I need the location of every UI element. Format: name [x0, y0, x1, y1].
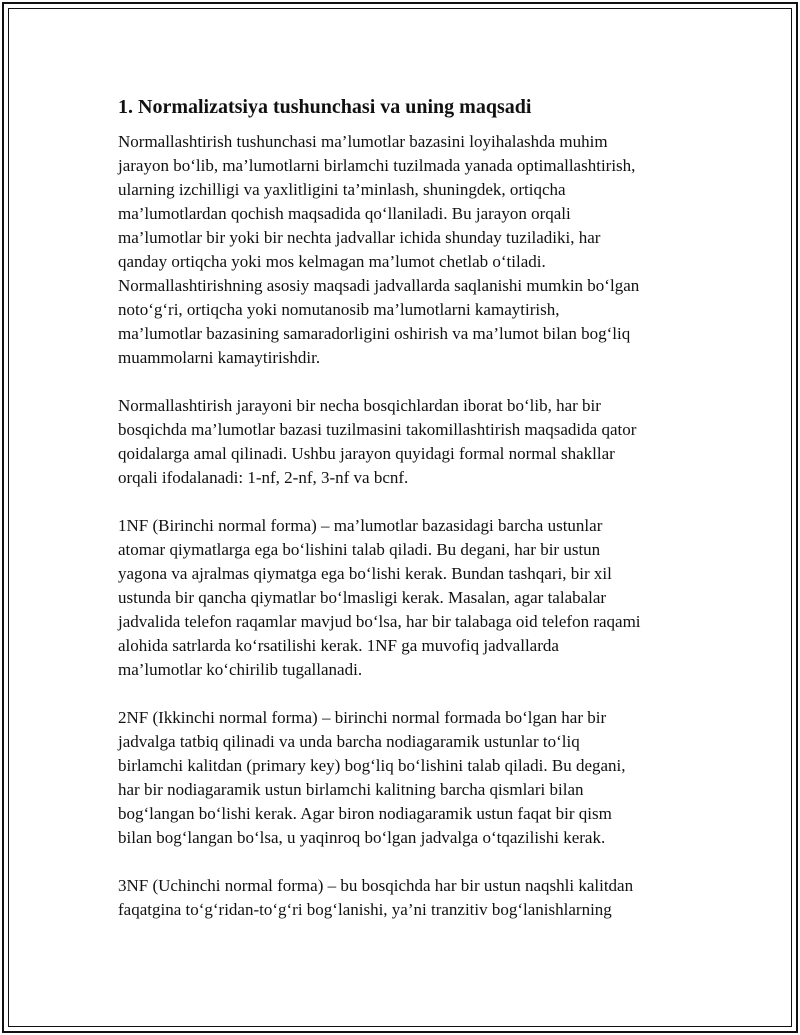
text-line: orqali ifodalanadi: 1-nf, 2-nf, 3-nf va bcnf. — [118, 468, 409, 487]
section-heading: 1. Normalizatsiya tushunchasi va uning maqsadi — [118, 96, 532, 118]
text-line: jadvalida telefon raqamlar mavjud bo‘lsa, har bir talabaga oid telefon raqami — [118, 612, 641, 631]
text-line: ma’lumotlar ko‘chirilib tugallanadi. — [118, 660, 363, 679]
text-line: 1NF (Birinchi normal forma) – ma’lumotlar bazasidagi barcha ustunlar — [118, 516, 603, 535]
document-content — [118, 94, 698, 946]
text-line: muammolarni kamaytirishdir. — [118, 348, 321, 367]
text-line: qanday ortiqcha yoki mos kelmagan ma’lumot chetlab o‘tiladi. — [118, 252, 546, 271]
text-line: Normallashtirish jarayoni bir necha bosqichlardan iborat bo‘lib, har bir — [118, 396, 601, 415]
text-line: har bir nodiagaramik ustun birlamchi kalitning barcha qismlari bilan — [118, 780, 584, 799]
text-line: birlamchi kalitdan (primary key) bog‘liq bo‘lishini talab qiladi. Bu degani, — [118, 756, 626, 775]
text-line: jadvalga tatbiq qilinadi va unda barcha nodiagaramik ustunlar to‘liq — [118, 732, 580, 751]
text-line: bilan bog‘langan bo‘lsa, u yaqinroq bo‘lgan jadvalga o‘tqazilishi kerak. — [118, 828, 606, 847]
text-line: Normallashtirishning asosiy maqsadi jadvallarda saqlanishi mumkin bo‘lgan — [118, 276, 640, 295]
text-line: 3NF (Uchinchi normal forma) – bu bosqichda har bir ustun naqshli kalitdan — [118, 876, 634, 895]
paragraph-2nf — [118, 706, 698, 850]
text-line: ularning izchilligi va yaxlitligini ta’minlash, shuningdek, ortiqcha — [118, 180, 566, 199]
text-line: ustunda bir qancha qiymatlar bo‘lmasligi kerak. Masalan, agar talabalar — [118, 588, 607, 607]
text-line: noto‘g‘ri, ortiqcha yoki nomutanosib ma’lumotlarni kamaytirish, — [118, 300, 560, 319]
text-line: 2NF (Ikkinchi normal forma) – birinchi normal formada bo‘lgan har bir — [118, 708, 607, 727]
text-line: ma’lumotlardan qochish maqsadida qo‘llaniladi. Bu jarayon orqali — [118, 204, 571, 223]
text-line: faqatgina to‘g‘ridan-to‘g‘ri bog‘lanishi, ya’ni tranzitiv bog‘lanishlarning — [118, 900, 612, 919]
text-line: ma’lumotlar bazasining samaradorligini oshirish va ma’lumot bilan bog‘liq — [118, 324, 631, 343]
paragraph-1nf — [118, 514, 698, 682]
text-line: bosqichda ma’lumotlar bazasi tuzilmasini takomillashtirish maqsadida qator — [118, 420, 637, 439]
text-line: yagona va ajralmas qiymatga ega bo‘lishi kerak. Bundan tashqari, bir xil — [118, 564, 612, 583]
text-line: atomar qiymatlarga ega bo‘lishini talab qiladi. Bu degani, har bir ustun — [118, 540, 601, 559]
text-line: qoidalarga amal qilinadi. Ushbu jarayon quyidagi formal normal shakllar — [118, 444, 615, 463]
paragraph-3nf — [118, 874, 698, 922]
text-line: alohida satrlarda ko‘rsatilishi kerak. 1NF ga muvofiq jadvallarda — [118, 636, 559, 655]
paragraph-stages — [118, 394, 698, 490]
text-line: Normallashtirish tushunchasi ma’lumotlar bazasini loyihalashda muhim — [118, 132, 608, 151]
paragraph-intro — [118, 130, 698, 370]
text-line: bog‘langan bo‘lishi kerak. Agar biron nodiagaramik ustun faqat bir qism — [118, 804, 612, 823]
text-line: jarayon bo‘lib, ma’lumotlarni birlamchi tuzilmada yanada optimallashtirish, — [118, 156, 636, 175]
text-line: ma’lumotlar bir yoki bir nechta jadvallar ichida shunday tuziladiki, har — [118, 228, 601, 247]
